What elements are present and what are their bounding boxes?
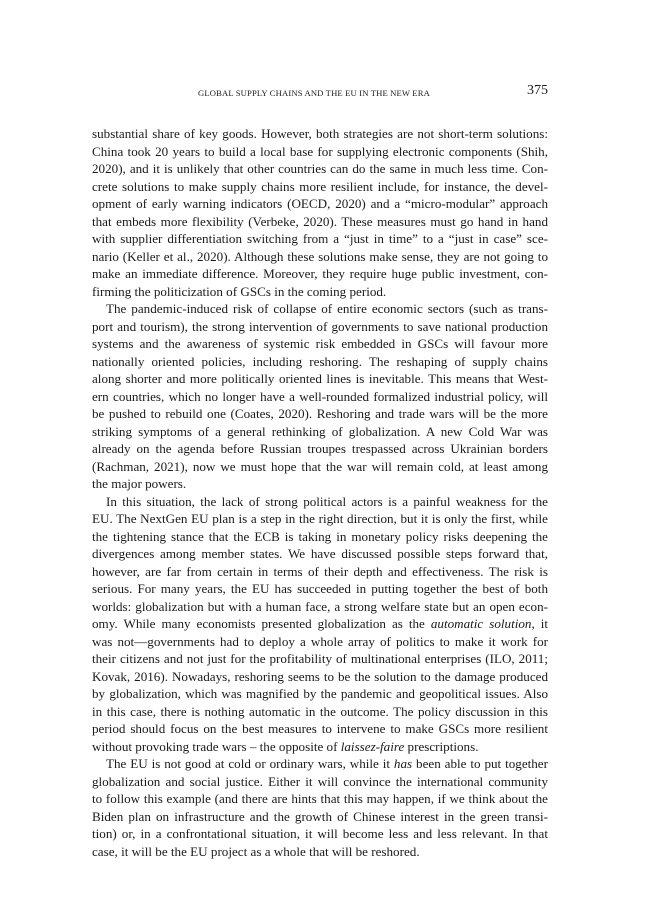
text-line: opment of early warning indicators (OECD, 2020) and a “micro-modular” approach [92,196,548,211]
text-line: (Rachman, 2021), now we must hope that the war will remain cold, at least among [92,458,548,474]
italic-text: automatic solution [430,616,532,631]
text-line: nario (Keller et al., 2020). Although these solutions make sense, they are not going to [92,248,548,264]
text-line: case, it will be the EU project as a whole that will be reshored. [92,843,420,859]
text-line: In this situation, the lack of strong political actors is a painful weakness for the [106,493,548,509]
text-line [92,738,548,756]
text-line: make an immediate difference. Moreover, they require huge public investment, con- [92,266,548,281]
text-line: in this case, there is nothing automatic in the outcome. The policy discussion in this [92,703,548,719]
italic-text: has [393,756,413,771]
text-line: substantial share of key goods. However, both strategies are not short-term solutions: [92,126,548,141]
text-run: without provoking trade wars – the opposite of [92,738,341,754]
page-number: 375 [527,83,548,98]
text-line: Biden plan on infrastructure and the growth of Chinese interest in the green transi- [92,808,548,824]
text-line: ern countries, which no longer have a well-rounded formalized industrial policy, will [92,388,548,404]
text-line: to follow this example (and there are hints that this may happen, if we think about the [92,791,548,806]
running-head [92,82,548,102]
text-line: systems and the awareness of systemic risk embedded in GSCs will favour more [92,336,548,351]
text-line: tion) or, in a confrontational situation, it will become less and less relevant. In that [92,826,548,841]
italic-text: laissez-faire [340,738,405,754]
text-line: already on the agenda before Russian troupes trespassed across Ukrainian borders [92,441,548,456]
text-line: the major powers. [92,476,187,491]
text-line: divergences among member states. We have discussed possible steps forward that, [92,546,548,561]
text-line: striking symptoms of a general rethinking of globalization. A new Cold War was [92,423,548,439]
text-line: was not—governments had to deploy a whole array of politics to make it work for [92,633,548,649]
body-text [92,125,548,860]
text-line [92,615,548,633]
text-line: Kovak, 2016). Nowadays, reshoring seems to be the solution to the damage produced [92,668,548,684]
text-line: crete solutions to make supply chains more resilient include, for instance, the devel- [92,178,548,194]
text-line: EU. The NextGen EU plan is a step in the right direction, but it is only the first, while [92,511,548,526]
text-line: along shorter and more politically oriented lines is inevitable. This means that West- [92,371,548,386]
text-line: The pandemic-induced risk of collapse of entire economic sectors (such as trans- [106,301,548,316]
text-line: that embeds more flexibility (Verbeke, 2020). These measures must go hand in hand [92,213,548,229]
text-run: prescriptions. [404,738,479,754]
text-run: been able to put together [412,756,548,771]
text-line: their citizens and not just for the profitability of multinational enterprises (ILO, 2011; [92,651,548,666]
text-line: worlds: globalization but with a human face, a strong welfare state but an open econ- [92,598,548,614]
text-line: nationally oriented policies, including reshoring. The reshaping of supply chains [92,353,548,369]
text-line: period should focus on the best measures to intervene to make GSCs more resilient [92,721,548,736]
text-line: China took 20 years to build a local base for supplying electronic components (Shih, [92,143,548,159]
text-line: globalization and social justice. Either it will convince the international community [92,773,548,789]
paragraph-2 [92,300,548,493]
text-line: the tightening stance that the ECB is taking in monetary policy risks deepening the [92,528,548,544]
running-title: GLOBAL SUPPLY CHAINS AND THE EU IN THE NEW ERA [198,88,430,98]
text-line: with supplier differentiation switching from a “just in time” to a “just in case” sce- [92,231,548,246]
text-line: however, are far from certain in terms of their depth and effectiveness. The risk is [92,563,548,579]
paragraph-3 [92,493,548,756]
text-line: by globalization, which was magnified by the pandemic and geopolitical issues. Also [92,686,548,701]
text-line: serious. For many years, the EU has succeeded in putting together the best of both [92,581,548,596]
paragraph-1 [92,125,548,300]
text-line: port and tourism), the strong intervention of governments to save national production [92,318,548,334]
text-line: firming the politicization of GSCs in the coming period. [92,283,387,299]
text-run: , it [531,616,548,631]
text-line: 2020), and it is unlikely that other countries can do the same in much less time. Con- [92,161,548,176]
text-run: The EU is not good at cold or ordinary wars, while it [106,756,394,771]
text-line: be pushed to rebuild one (Coates, 2020). Reshoring and trade wars will be the more [92,406,548,421]
text-line [92,755,548,773]
text-run: omy. While many economists presented globalization as the [92,616,431,631]
paragraph-4 [92,755,548,860]
